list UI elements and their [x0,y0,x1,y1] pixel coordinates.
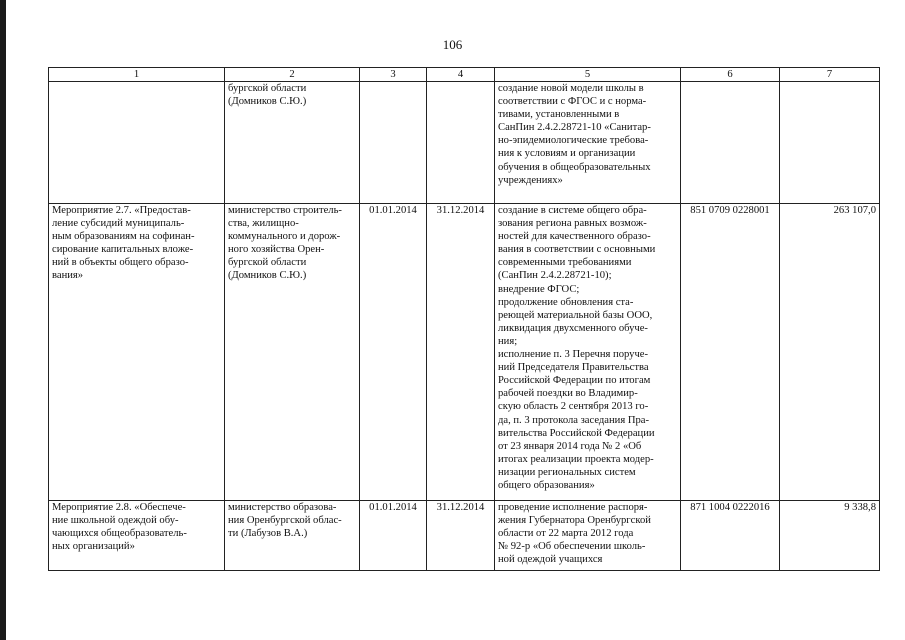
amount-cell: 9 338,8 [780,501,880,571]
column-header: 1 [49,68,225,82]
expected-result-cell: проведение исполнение распоря- жения Губернатора Оренбургской области от 22 марта 2012 года № 92-р «Об обеспечении школь- ной одеждой учащихся [495,501,681,571]
executor-cell: бургской области (Домников С.Ю.) [225,82,360,204]
column-header: 6 [681,68,780,82]
table-row [49,501,880,571]
column-header: 2 [225,68,360,82]
amount-cell: 263 107,0 [780,204,880,501]
budget-code-cell [681,82,780,204]
budget-code-cell: 851 0709 0228001 [681,204,780,501]
table-header-row [49,68,880,82]
budget-code-cell: 871 1004 0222016 [681,501,780,571]
table-row [49,82,880,204]
executor-cell: министерство образова- ния Оренбургской облас- ти (Лабузов В.А.) [225,501,360,571]
start-date-cell [360,82,427,204]
table-row [49,204,880,501]
executor-cell: министерство строитель- ства, жилищно- коммунального и дорож- ного хозяйства Орен- бургской области (Домников С.Ю.) [225,204,360,501]
page-number: 106 [442,37,463,52]
start-date-cell: 01.01.2014 [360,501,427,571]
column-header: 5 [495,68,681,82]
amount-cell [780,82,880,204]
start-date-cell: 01.01.2014 [360,204,427,501]
end-date-cell [427,82,495,204]
expected-result-cell: создание в системе общего обра- зования региона равных возмож- ностей для качественного образо- вания в соответствии с основными современными требованиями (СанПин 2.4.2.28721-10); внедрение ФГОС; продолжение обновления ста- реющей материальной базы ООО, ликвидация двухсменного обуче- ния; исполнение п. 3 Перечня поруче- ний Председателя Правительства Российской Федерации по итогам рабочей поездки во Владимир- скую область 2 сентября 2013 го- да, п. 3 протокола заседания Пра- вительства Российской Федерации от 23 января 2014 года № 2 «Об итогах реализации проекта модер- низации региональных систем общего образования» [495,204,681,501]
column-header: 3 [360,68,427,82]
program-measures-table [48,67,880,571]
end-date-cell: 31.12.2014 [427,204,495,501]
measure-cell [49,82,225,204]
column-header: 4 [427,68,495,82]
measure-cell: Мероприятие 2.8. «Обеспече- ние школьной одеждой обу- чающихся общеобразователь- ных организаций» [49,501,225,571]
measure-cell: Мероприятие 2.7. «Предостав- ление субсидий муниципаль- ным образованиям на софинан- сирование капитальных вложе- ний в объекты общего образо- вания» [49,204,225,501]
end-date-cell: 31.12.2014 [427,501,495,571]
expected-result-cell: создание новой модели школы в соответствии с ФГОС и с норма- тивами, установленными в СанПин 2.4.2.28721-10 «Санитар- но-эпидемиологические требова- ния к условиям и организации обучения в общеобразовательных учреждениях» [495,82,681,204]
page-left-edge [0,0,6,640]
column-header: 7 [780,68,880,82]
